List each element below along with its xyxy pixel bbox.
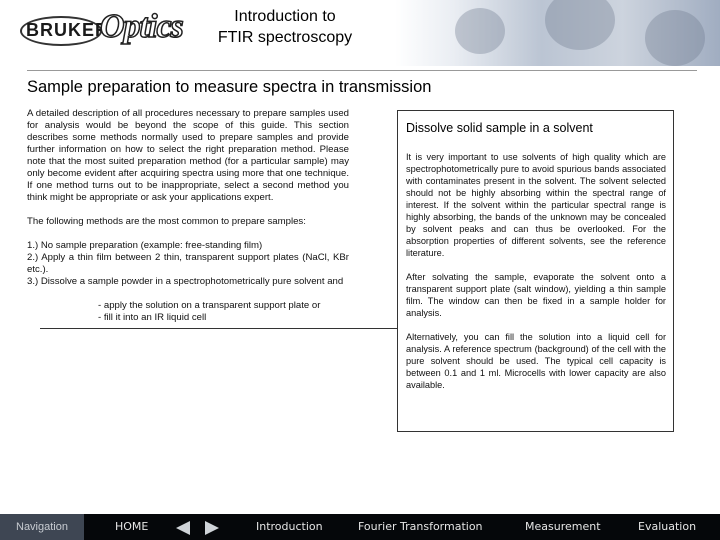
intro-paragraph: A detailed description of all procedures necessary to prepare samples used for analysis would be beyond the scope of this guide. This section describes some methods normally used to prepare samples and provide further information on how to select the right preparation method. Please note that the most suited preparation method (for a particular sample) may only become evident after acquiring spectra using more that one technique. If one method turns out to be inappropriate, select a second method you think might be appropriate or ask your applications expert. <box>27 108 349 203</box>
left-column <box>27 108 349 324</box>
page-title <box>200 6 370 48</box>
header-photo <box>395 0 720 66</box>
solvent-info-box <box>397 110 674 432</box>
triangle-right-icon[interactable] <box>205 521 219 535</box>
method-item-2: 2.) Apply a thin film between 2 thin, transparent support plates (NaCl, KBr etc.). <box>27 252 349 275</box>
method-item-3: 3.) Dissolve a sample powder in a spectrophotometrically pure solvent and <box>27 276 344 287</box>
box-body <box>406 151 666 403</box>
photo-shape <box>545 0 615 50</box>
nav-measurement-link[interactable]: Measurement <box>525 520 601 533</box>
nav-home-link[interactable]: HOME <box>115 520 149 533</box>
photo-shape <box>455 8 505 54</box>
box-paragraph-2: After solvating the sample, evaporate the solvent onto a transparent support plate (salt window), yielding a thin sample film. The window can then be fixed in a sample holder for analysis. <box>406 272 666 318</box>
method-sub-2: - fill it into an IR liquid cell <box>98 312 207 323</box>
content-divider <box>40 328 398 329</box>
logo-bruker-text: BRUKER <box>26 20 110 40</box>
header <box>0 0 720 66</box>
nav-fourier-link[interactable]: Fourier Transformation <box>358 520 483 533</box>
triangle-left-icon[interactable] <box>176 521 190 535</box>
title-line-2: FTIR spectroscopy <box>217 29 353 46</box>
nav-introduction-link[interactable]: Introduction <box>256 520 323 533</box>
header-divider <box>27 70 697 71</box>
method-item-1: 1.) No sample preparation (example: free-standing film) <box>27 240 263 251</box>
section-subtitle: Sample preparation to measure spectra in transmission <box>27 78 432 96</box>
logo-optics-script: Optics <box>100 8 183 45</box>
methods-intro: The following methods are the most common to prepare samples: <box>27 216 306 227</box>
photo-shape <box>645 10 705 66</box>
navigation-label: Navigation <box>0 514 84 540</box>
method-sub-1: - apply the solution on a transparent support plate or <box>98 300 321 311</box>
navigation-bar <box>0 514 720 540</box>
box-heading: Dissolve solid sample in a solvent <box>406 121 593 135</box>
title-line-1: Introduction to <box>234 8 336 25</box>
box-paragraph-3: Alternatively, you can fill the solution into a liquid cell for analysis. A reference spectrum (background) of the cell with the pure solvent should be used. The typical cell capacity is between 0.1 and 1 ml. Microcells with lower capacity are also available. <box>406 332 666 390</box>
bruker-optics-logo <box>20 4 190 54</box>
nav-evaluation-link[interactable]: Evaluation <box>638 520 697 533</box>
box-paragraph-1: It is very important to use solvents of high quality which are spectrophotometrically pure to avoid spurious bands associated with contaminates present in the solvent. The solvent selected should not be highly absorbing within the spectral range of interest. If the solvent within the particular spectral range is highly absorbing, the bands of the unknown may be concealed by solvent peaks and can thus be overlooked. For the absorption properties of different solvents, see the reference literature. <box>406 152 666 258</box>
